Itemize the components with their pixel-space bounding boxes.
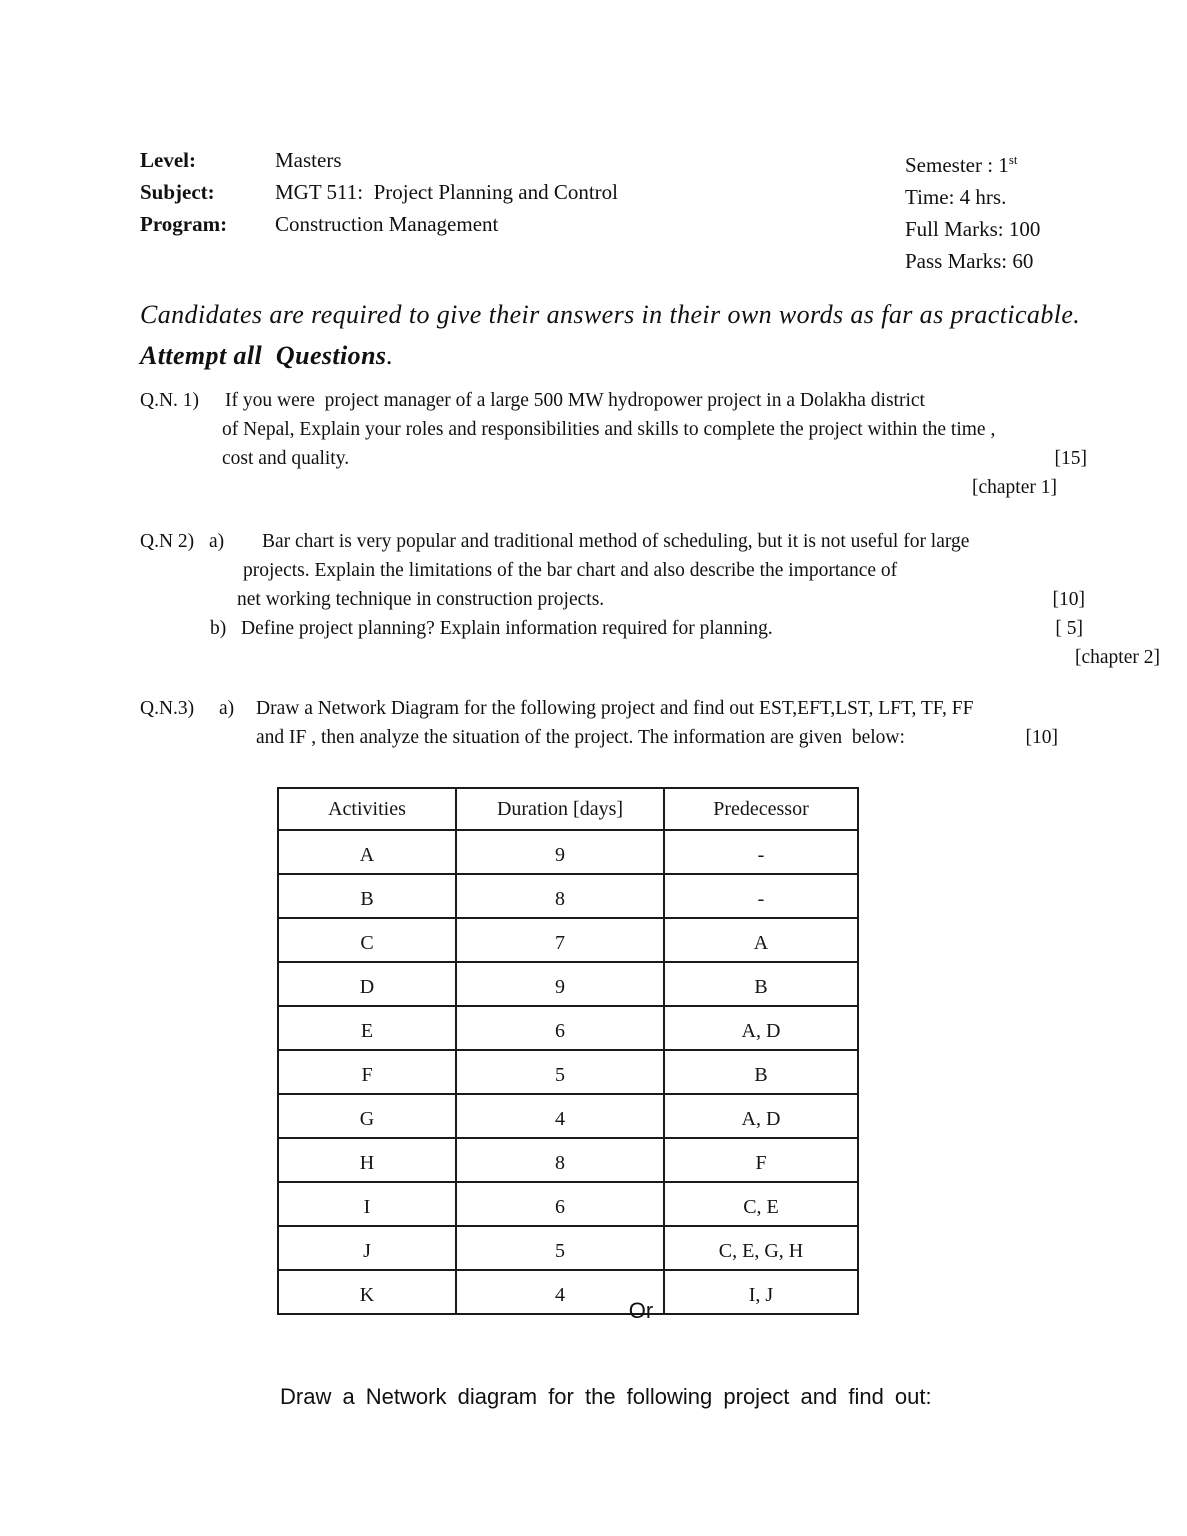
- table-cell: A, D: [664, 1006, 858, 1050]
- q2a-line-2: [140, 560, 1092, 589]
- instructions-line: Candidates are required to give their answers in their own words as far as practicable.: [140, 300, 1081, 329]
- q1-line-2: [140, 419, 1092, 448]
- col-header-duration: Duration [days]: [456, 788, 664, 830]
- table-row: [278, 874, 858, 918]
- attempt-all-line: [140, 335, 1080, 376]
- q1-text-2: of Nepal, Explain your roles and responsibilities and skills to complete the project within the time ,: [222, 419, 996, 440]
- attempt-all-text: Attempt all Questions: [140, 341, 387, 370]
- table-cell: 5: [456, 1050, 664, 1094]
- q2-chapter-line: [140, 647, 1160, 676]
- table-cell: K: [278, 1270, 456, 1314]
- table-cell: B: [664, 1050, 858, 1094]
- table-row: [278, 1094, 858, 1138]
- col-header-activities: Activities: [278, 788, 456, 830]
- q1-chapter-ref: [chapter 1]: [972, 477, 1057, 498]
- table-cell: 8: [456, 1138, 664, 1182]
- question-3: [140, 698, 1092, 756]
- table-row: [278, 1050, 858, 1094]
- attempt-all-period: .: [386, 341, 394, 370]
- table-row: [278, 962, 858, 1006]
- q2b-marks: [ 5]: [1055, 618, 1083, 639]
- q2a-label: a): [209, 531, 225, 552]
- table-cell: I: [278, 1182, 456, 1226]
- q2b-label: b): [210, 618, 227, 639]
- q1-marks: [15]: [1054, 448, 1087, 469]
- table-cell: 9: [456, 830, 664, 874]
- pass-marks-line: Pass Marks: 60: [905, 249, 1034, 273]
- header-exam-meta: [905, 144, 1040, 277]
- level-label: Level:: [140, 148, 196, 172]
- question-2: [140, 531, 1160, 676]
- q3-number: Q.N.3): [140, 698, 195, 719]
- table-cell: I, J: [664, 1270, 858, 1314]
- table-cell: B: [664, 962, 858, 1006]
- table-cell: A, D: [664, 1094, 858, 1138]
- table-header-row: [278, 788, 858, 830]
- table-cell: F: [278, 1050, 456, 1094]
- table-cell: E: [278, 1006, 456, 1050]
- table-cell: B: [278, 874, 456, 918]
- q3a-text-1: Draw a Network Diagram for the following project and find out EST,EFT,LST, LFT, TF, FF: [256, 698, 974, 719]
- candidate-instructions: [140, 294, 1080, 376]
- table-cell: 4: [456, 1094, 664, 1138]
- table-cell: G: [278, 1094, 456, 1138]
- table-row: [278, 918, 858, 962]
- q3a-label: a): [219, 698, 235, 719]
- q2a-text-3: net working technique in construction projects.: [237, 589, 605, 610]
- q2-number: Q.N 2): [140, 531, 195, 552]
- table-cell: 9: [456, 962, 664, 1006]
- program-label: Program:: [140, 212, 228, 236]
- q2-chapter-ref: [chapter 2]: [1075, 647, 1160, 668]
- q1-line-3: [140, 448, 1092, 477]
- header-course-info: [140, 144, 618, 240]
- col-header-predecessor: Predecessor: [664, 788, 858, 830]
- time-line: Time: 4 hrs.: [905, 185, 1007, 209]
- activities-duration-predecessor-table: [277, 787, 859, 1315]
- activities-table-body: [278, 830, 858, 1314]
- subject-label: Subject:: [140, 180, 215, 204]
- table-cell: 8: [456, 874, 664, 918]
- q2b-text: Define project planning? Explain information required for planning.: [241, 618, 773, 639]
- table-cell: -: [664, 830, 858, 874]
- table-row: [278, 1138, 858, 1182]
- activities-table: [277, 787, 859, 1315]
- table-cell: J: [278, 1226, 456, 1270]
- alternative-question-intro: Draw a Network diagram for the following project and find out:: [280, 1384, 932, 1409]
- q2a-line-3: [140, 589, 1092, 618]
- semester-text: Semester : 1: [905, 153, 1009, 177]
- table-row: [278, 830, 858, 874]
- semester-line: [905, 144, 1040, 181]
- table-row: [278, 1226, 858, 1270]
- q1-text-1: If you were project manager of a large 500 MW hydropower project in a Dolakha district: [225, 390, 925, 411]
- q1-text-3: cost and quality.: [222, 448, 350, 469]
- q1-number: Q.N. 1): [140, 390, 200, 411]
- q2b-line: [140, 618, 1092, 647]
- table-cell: D: [278, 962, 456, 1006]
- program-row: [140, 208, 618, 240]
- or-divider: Or: [628, 1298, 654, 1323]
- q2a-text-1: Bar chart is very popular and traditional method of scheduling, but it is not useful for large: [262, 531, 970, 552]
- table-cell: 5: [456, 1226, 664, 1270]
- table-cell: 6: [456, 1006, 664, 1050]
- semester-ordinal: st: [1008, 152, 1018, 167]
- table-cell: C: [278, 918, 456, 962]
- table-cell: F: [664, 1138, 858, 1182]
- q2a-marks: [10]: [1052, 589, 1085, 610]
- q2a-text-2: projects. Explain the limitations of the bar chart and also describe the importance of: [243, 560, 898, 581]
- q2a-line-1: [140, 531, 1092, 560]
- table-cell: C, E, G, H: [664, 1226, 858, 1270]
- table-row: [278, 1006, 858, 1050]
- table-cell: 6: [456, 1182, 664, 1226]
- table-cell: A: [664, 918, 858, 962]
- table-cell: C, E: [664, 1182, 858, 1226]
- q3-line-2: [140, 727, 1092, 756]
- q3-line-1: [140, 698, 1092, 727]
- table-cell: 4: [456, 1270, 664, 1314]
- subject-value: MGT 511: Project Planning and Control: [275, 180, 618, 204]
- table-cell: A: [278, 830, 456, 874]
- table-cell: 7: [456, 918, 664, 962]
- full-marks-line: Full Marks: 100: [905, 217, 1041, 241]
- program-value: Construction Management: [275, 212, 499, 236]
- question-1: [140, 390, 1092, 506]
- q1-chapter-line: [140, 477, 1092, 506]
- level-value: Masters: [275, 148, 342, 172]
- q1-line-1: [140, 390, 1092, 419]
- level-row: [140, 144, 618, 176]
- table-cell: H: [278, 1138, 456, 1182]
- subject-row: [140, 176, 618, 208]
- table-cell: -: [664, 874, 858, 918]
- table-row: [278, 1182, 858, 1226]
- q3a-text-2: and IF , then analyze the situation of the project. The information are given below:: [256, 727, 905, 748]
- q3a-marks: [10]: [1025, 727, 1058, 748]
